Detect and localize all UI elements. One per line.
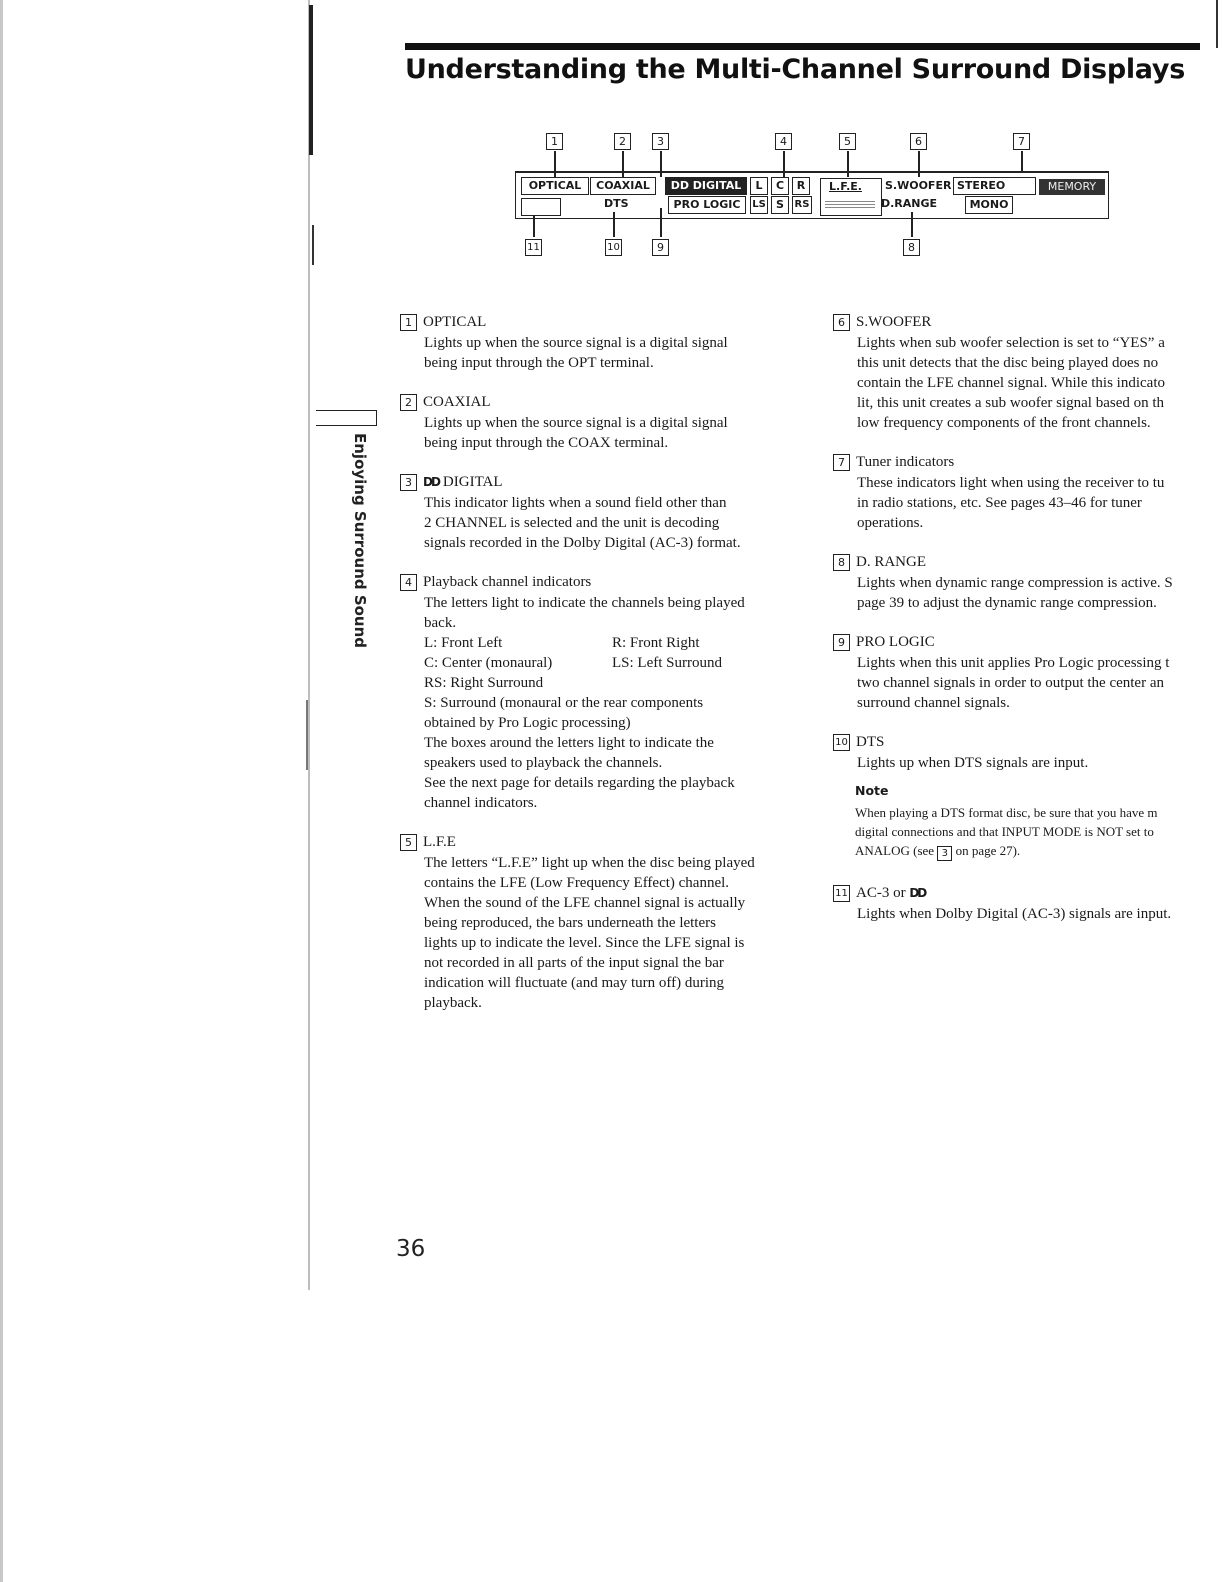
item-line: Lights when sub woofer selection is set to “YES” a	[857, 335, 1165, 351]
leader-9	[660, 208, 662, 237]
item-line: speakers used to playback the channels.	[424, 755, 663, 771]
item-coaxial	[400, 392, 790, 453]
side-tab-label: Enjoying Surround Sound	[351, 433, 369, 649]
right-column	[833, 312, 1205, 943]
item-line: Lights up when the source signal is a digital signal	[424, 335, 728, 351]
note-heading: Note	[855, 783, 889, 798]
item-number: 8	[833, 554, 850, 571]
channel-entry: L: Front Left	[424, 635, 503, 651]
binder-mark	[312, 225, 314, 265]
item-line: this unit detects that the disc being played does no	[857, 355, 1159, 371]
title-rule	[405, 43, 1200, 50]
item-title: PRO LOGIC	[856, 634, 935, 650]
indicator-s: S	[771, 196, 789, 214]
callout-1: 1	[546, 133, 563, 150]
item-line: These indicators light when using the receiver to tu	[857, 475, 1165, 491]
item-number: 3	[400, 474, 417, 491]
callout-10: 10	[605, 239, 622, 256]
channel-list	[424, 633, 790, 693]
channel-entry: LS: Left Surround	[612, 655, 722, 671]
left-column	[400, 312, 790, 1032]
leader-10	[613, 212, 615, 237]
indicator-mono: MONO	[965, 196, 1013, 214]
item-line: being input through the OPT terminal.	[424, 355, 654, 371]
item-line: Lights when Dolby Digital (AC-3) signals are input.	[857, 906, 1172, 922]
leader-7	[1021, 151, 1023, 171]
item-line: S: Surround (monaural or the rear components	[424, 695, 704, 711]
scan-edge	[0, 0, 3, 1582]
item-line: This indicator lights when a sound field other than	[424, 495, 727, 511]
item-title: L.F.E	[423, 834, 456, 850]
note-line: digital connections and that INPUT MODE is NOT set to	[855, 824, 1154, 839]
item-number: 2	[400, 394, 417, 411]
item-lfe	[400, 832, 790, 1013]
note-body	[833, 803, 1205, 861]
item-pro-logic	[833, 632, 1205, 713]
item-title: D. RANGE	[856, 554, 926, 570]
item-number: 9	[833, 634, 850, 651]
item-line: lit, this unit creates a sub woofer signal based on th	[857, 395, 1165, 411]
item-number: 10	[833, 734, 850, 751]
indicator-l: L	[750, 177, 768, 195]
item-line: being reproduced, the bars underneath the letters	[424, 915, 716, 931]
side-tab-box	[316, 410, 377, 426]
item-line: lights up to indicate the level. Since the LFE signal is	[424, 935, 745, 951]
callout-9: 9	[652, 239, 669, 256]
item-swoofer	[833, 312, 1205, 433]
indicator-stereo: STEREO	[953, 177, 1036, 195]
item-line: page 39 to adjust the dynamic range compression.	[857, 595, 1157, 611]
note-line: When playing a DTS format disc, be sure that you have m	[855, 805, 1158, 820]
callout-3: 3	[652, 133, 669, 150]
indicator-r: R	[792, 177, 810, 195]
item-ac3	[833, 883, 1205, 924]
item-line: being input through the COAX terminal.	[424, 435, 669, 451]
item-playback-channels	[400, 572, 790, 813]
page-number: 36	[396, 1236, 426, 1262]
item-line: Lights up when the source signal is a digital signal	[424, 415, 728, 431]
indicator-lfe: L.F.E.	[829, 180, 862, 193]
channel-entry: RS: Right Surround	[424, 675, 544, 691]
indicator-rs: RS	[792, 196, 812, 214]
item-line: in radio stations, etc. See pages 43–46 for tuner	[857, 495, 1142, 511]
channel-entry: R: Front Right	[612, 635, 700, 651]
indicator-c: C	[771, 177, 789, 195]
item-line: Lights when dynamic range compression is active. S	[857, 575, 1173, 591]
note-line: ANALOG (see	[855, 843, 935, 858]
item-title: DTS	[856, 734, 885, 750]
item-line: 2 CHANNEL is selected and the unit is decoding	[424, 515, 720, 531]
binder-mark-lower	[306, 700, 308, 770]
indicator-coaxial: COAXIAL	[590, 177, 656, 195]
indicator-dts: DTS	[604, 197, 629, 210]
lfe-block	[820, 178, 882, 216]
callout-5: 5	[839, 133, 856, 150]
item-line: The letters “L.F.E” light up when the disc being played	[424, 855, 755, 871]
item-number: 1	[400, 314, 417, 331]
note-ref-number: 3	[937, 846, 952, 861]
callout-4: 4	[775, 133, 792, 150]
callout-2: 2	[614, 133, 631, 150]
callout-6: 6	[910, 133, 927, 150]
indicator-pro-logic: PRO LOGIC	[668, 196, 746, 214]
item-number: 5	[400, 834, 417, 851]
indicator-swoofer: S.WOOFER	[885, 179, 952, 192]
item-line: playback.	[424, 995, 482, 1011]
item-optical	[400, 312, 790, 373]
item-line: Lights up when DTS signals are input.	[857, 755, 1089, 771]
item-line: channel indicators.	[424, 795, 538, 811]
item-line: contain the LFE channel signal. While this indicato	[857, 375, 1165, 391]
channel-entry: C: Center (monaural)	[424, 655, 553, 671]
binder-line	[308, 0, 310, 1290]
item-dts	[833, 732, 1205, 773]
callout-7: 7	[1013, 133, 1030, 150]
item-number: 4	[400, 574, 417, 591]
item-line: signals recorded in the Dolby Digital (AC-3) format.	[424, 535, 741, 551]
item-line: The letters light to indicate the channels being played	[424, 595, 745, 611]
indicator-ls: LS	[750, 196, 768, 214]
display-diagram	[515, 128, 1115, 263]
item-line: indication will fluctuate (and may turn off) during	[424, 975, 725, 991]
indicator-d-range: D.RANGE	[881, 197, 938, 210]
item-line: Lights when this unit applies Pro Logic processing t	[857, 655, 1170, 671]
item-line: See the next page for details regarding the playback	[424, 775, 735, 791]
item-title: S.WOOFER	[856, 314, 932, 330]
item-line: obtained by Pro Logic processing)	[424, 715, 631, 731]
item-line: not recorded in all parts of the input signal the bar	[424, 955, 724, 971]
leader-11	[533, 215, 535, 237]
lfe-level-bars	[825, 201, 875, 209]
item-line: surround channel signals.	[857, 695, 1010, 711]
indicator-dolby-digital: DD DIGITAL	[665, 177, 747, 195]
item-line: operations.	[857, 515, 924, 531]
item-title: AC-3 or	[856, 885, 906, 901]
item-number: 7	[833, 454, 850, 471]
item-line: The boxes around the letters light to indicate the	[424, 735, 714, 751]
binder-mark-top	[309, 5, 313, 155]
callout-11: 11	[525, 239, 542, 256]
item-title: COAXIAL	[423, 394, 491, 410]
item-line: back.	[424, 615, 457, 631]
item-line: contains the LFE (Low Frequency Effect) channel.	[424, 875, 730, 891]
item-title: Playback channel indicators	[423, 574, 592, 590]
item-d-range	[833, 552, 1205, 613]
indicator-memory: MEMORY	[1039, 179, 1105, 195]
item-title: Tuner indicators	[856, 454, 955, 470]
page-edge-mark	[1216, 0, 1218, 48]
indicator-optical: OPTICAL	[521, 177, 589, 195]
item-number: 11	[833, 885, 850, 902]
item-title: OPTICAL	[423, 314, 487, 330]
item-title: DIGITAL	[442, 474, 503, 490]
dolby-digital-icon: DD	[909, 886, 926, 900]
note-line: on page 27).	[955, 843, 1021, 858]
item-tuner	[833, 452, 1205, 533]
page-title: Understanding the Multi-Channel Surround Displays	[405, 54, 1185, 85]
item-number: 6	[833, 314, 850, 331]
dolby-digital-icon: DD	[423, 475, 439, 489]
leader-8	[911, 212, 913, 237]
callout-8: 8	[903, 239, 920, 256]
item-line: When the sound of the LFE channel signal is actually	[424, 895, 746, 911]
item-line: two channel signals in order to output the center an	[857, 675, 1164, 691]
indicator-dolby-icon-box	[521, 198, 561, 216]
item-line: low frequency components of the front channels.	[857, 415, 1151, 431]
item-dolby-digital	[400, 472, 790, 553]
